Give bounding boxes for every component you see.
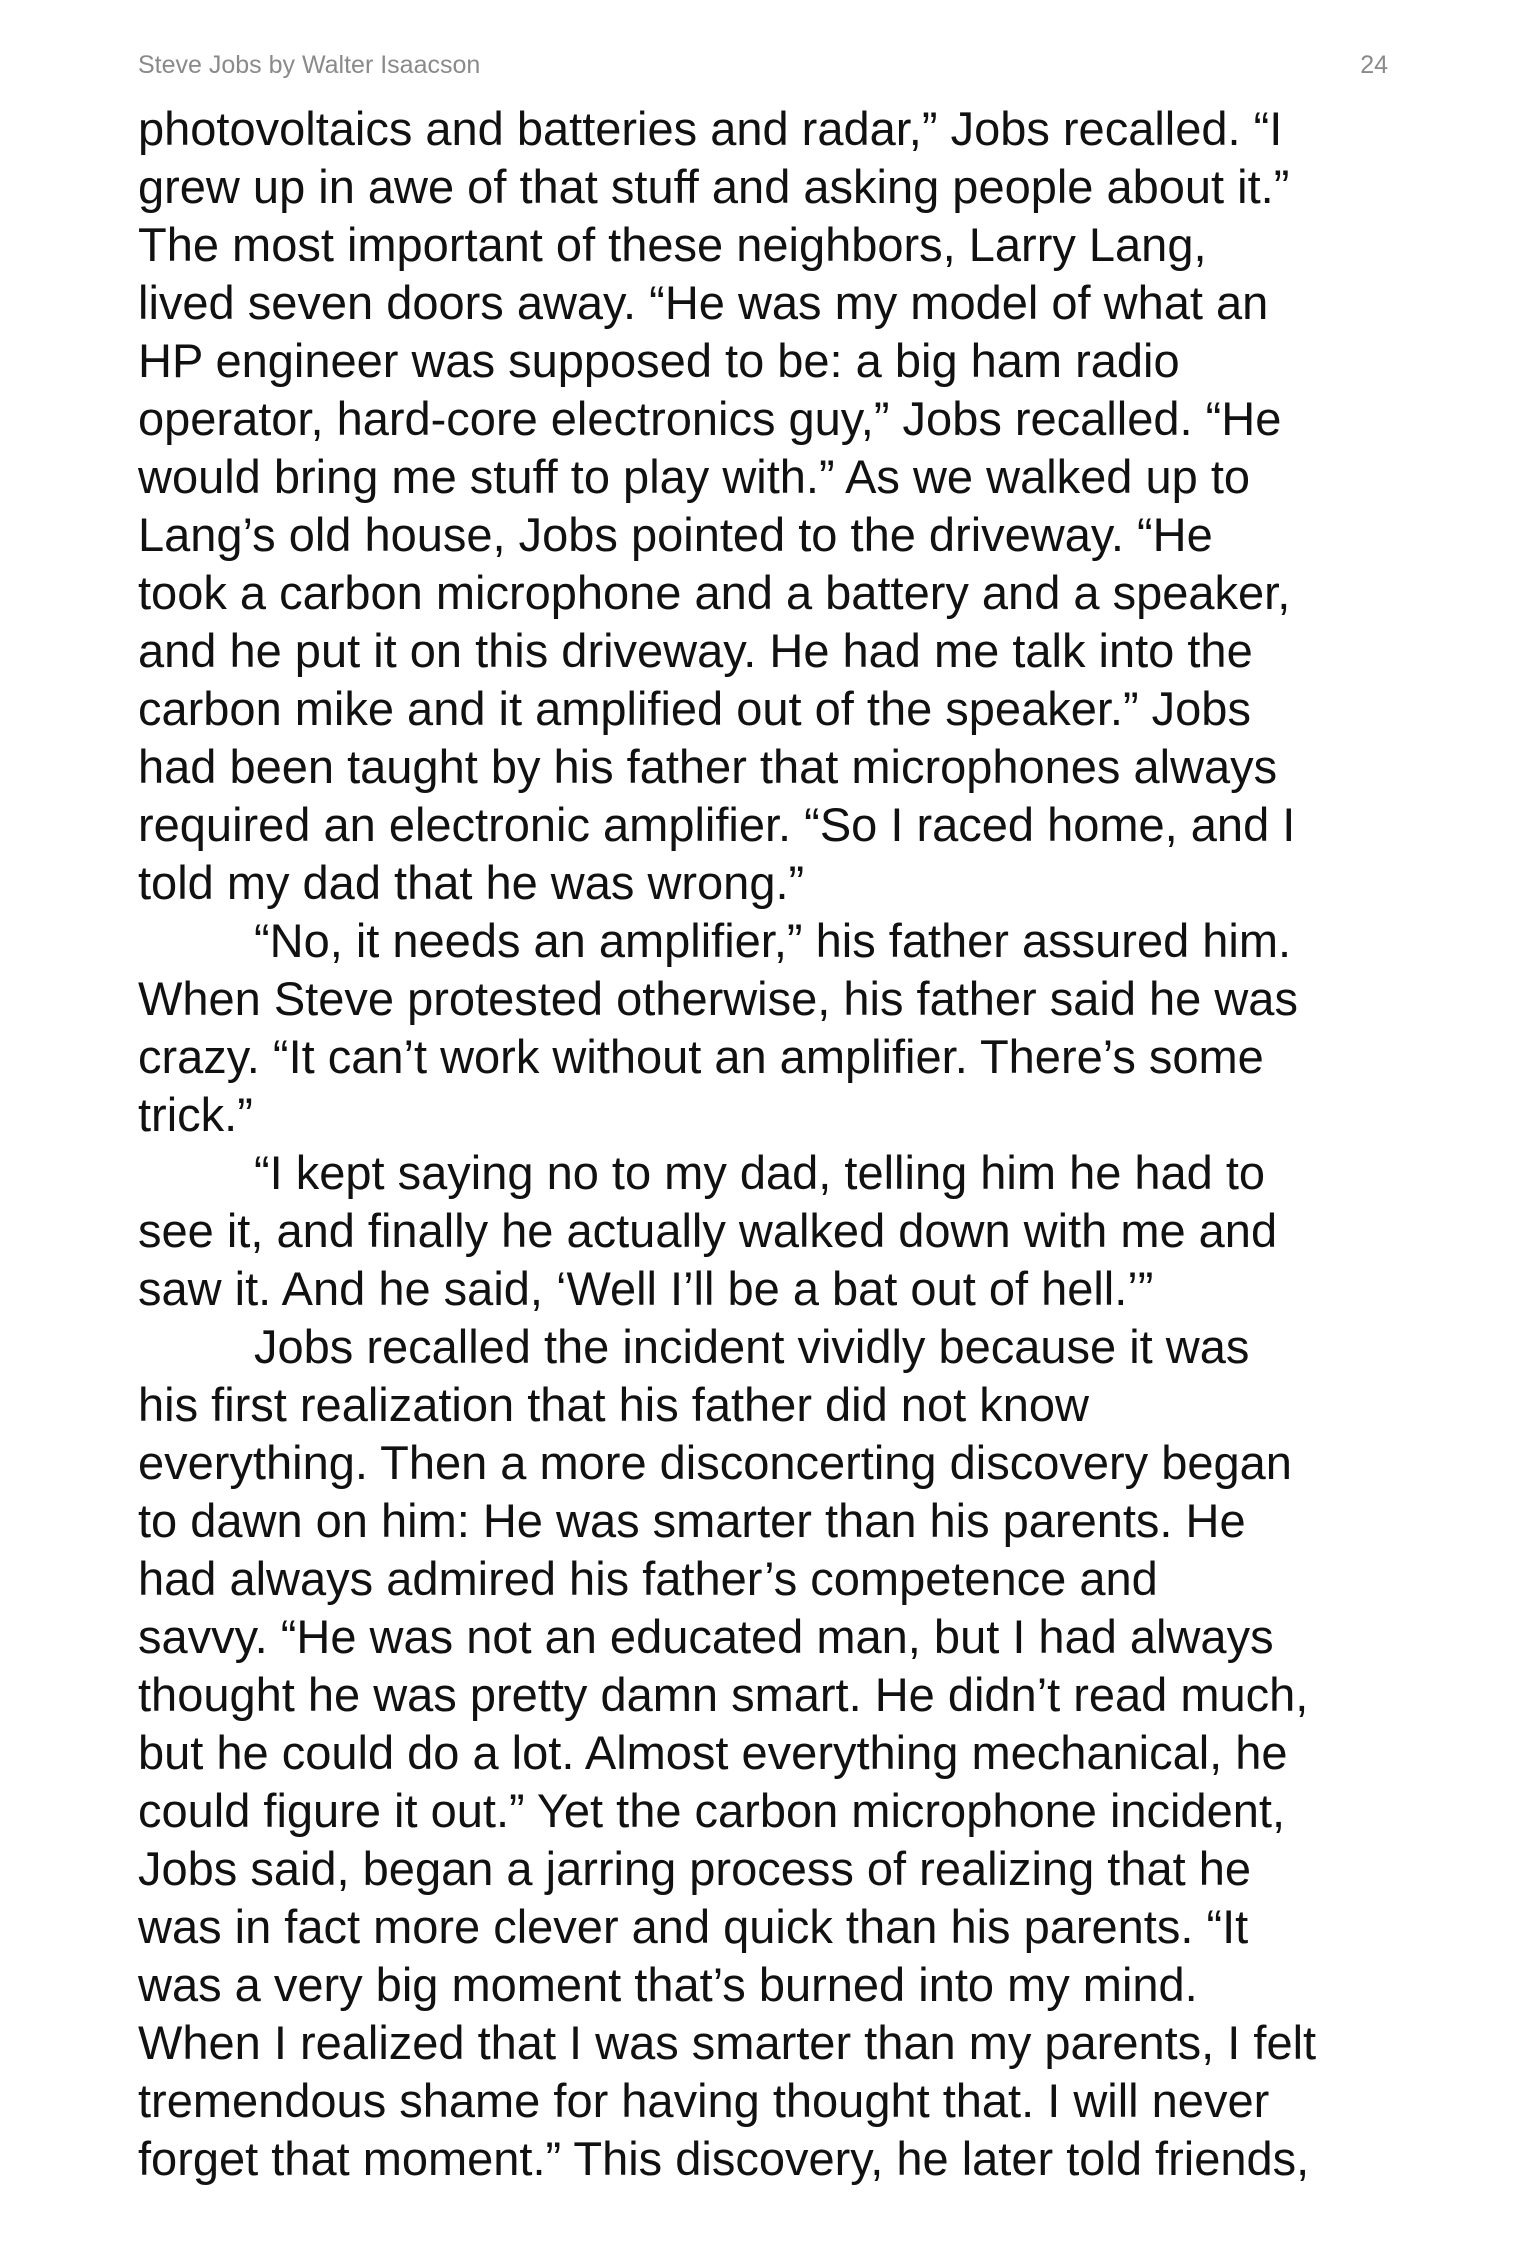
text-line: photovoltaics and batteries and radar,” Jobs recalled. “I [138, 102, 1283, 155]
text-line: and he put it on this driveway. He had me talk into the [138, 624, 1253, 677]
text-line: trick.” [138, 1088, 253, 1141]
running-header [138, 50, 1388, 80]
text-line: had been taught by his father that microphones always [138, 740, 1278, 793]
text-line: When I realized that I was smarter than my parents, I felt [138, 2016, 1317, 2069]
text-line: When Steve protested otherwise, his father said he was [138, 972, 1298, 1025]
body-text [138, 100, 1398, 2188]
text-line: had always admired his father’s competence and [138, 1552, 1158, 1605]
text-line: operator, hard-core electronics guy,” Jobs recalled. “He [138, 392, 1282, 445]
text-line: savvy. “He was not an educated man, but I had always [138, 1610, 1274, 1663]
page-number: 24 [1360, 51, 1388, 79]
text-line: thought he was pretty damn smart. He didn’t read much, [138, 1668, 1309, 1721]
text-line: required an electronic amplifier. “So I raced home, and I [138, 798, 1296, 851]
text-line: The most important of these neighbors, Larry Lang, [138, 218, 1207, 271]
text-line: his first realization that his father did not know [138, 1378, 1089, 1431]
text-line: Jobs said, began a jarring process of realizing that he [138, 1842, 1251, 1895]
text-line: lived seven doors away. “He was my model of what an [138, 276, 1269, 329]
text-line: “No, it needs an amplifier,” his father assured him. [254, 914, 1292, 967]
text-line: carbon mike and it amplified out of the speaker.” Jobs [138, 682, 1251, 735]
text-line: crazy. “It can’t work without an amplifier. There’s some [138, 1030, 1264, 1083]
text-line: tremendous shame for having thought that. I will never [138, 2074, 1270, 2127]
text-line: everything. Then a more disconcerting discovery began [138, 1436, 1292, 1489]
text-line: HP engineer was supposed to be: a big ham radio [138, 334, 1180, 387]
book-title: Steve Jobs by Walter Isaacson [138, 51, 481, 79]
text-line: “I kept saying no to my dad, telling him he had to [254, 1146, 1266, 1199]
text-line: took a carbon microphone and a battery and a speaker, [138, 566, 1291, 619]
text-line: but he could do a lot. Almost everything mechanical, he [138, 1726, 1288, 1779]
text-line: to dawn on him: He was smarter than his parents. He [138, 1494, 1246, 1547]
text-line: forget that moment.” This discovery, he later told friends, [138, 2132, 1310, 2185]
text-line: saw it. And he said, ‘Well I’ll be a bat out of hell.’” [138, 1262, 1154, 1315]
text-line: would bring me stuff to play with.” As we walked up to [138, 450, 1251, 503]
text-line: grew up in awe of that stuff and asking people about it.” [138, 160, 1290, 213]
text-line: was a very big moment that’s burned into my mind. [138, 1958, 1198, 2011]
text-line: Jobs recalled the incident vividly because it was [254, 1320, 1250, 1373]
text-line: Lang’s old house, Jobs pointed to the driveway. “He [138, 508, 1213, 561]
text-line: told my dad that he was wrong.” [138, 856, 805, 909]
text-line: could figure it out.” Yet the carbon microphone incident, [138, 1784, 1286, 1837]
text-line: see it, and finally he actually walked down with me and [138, 1204, 1278, 1257]
text-line: was in fact more clever and quick than his parents. “It [138, 1900, 1249, 1953]
